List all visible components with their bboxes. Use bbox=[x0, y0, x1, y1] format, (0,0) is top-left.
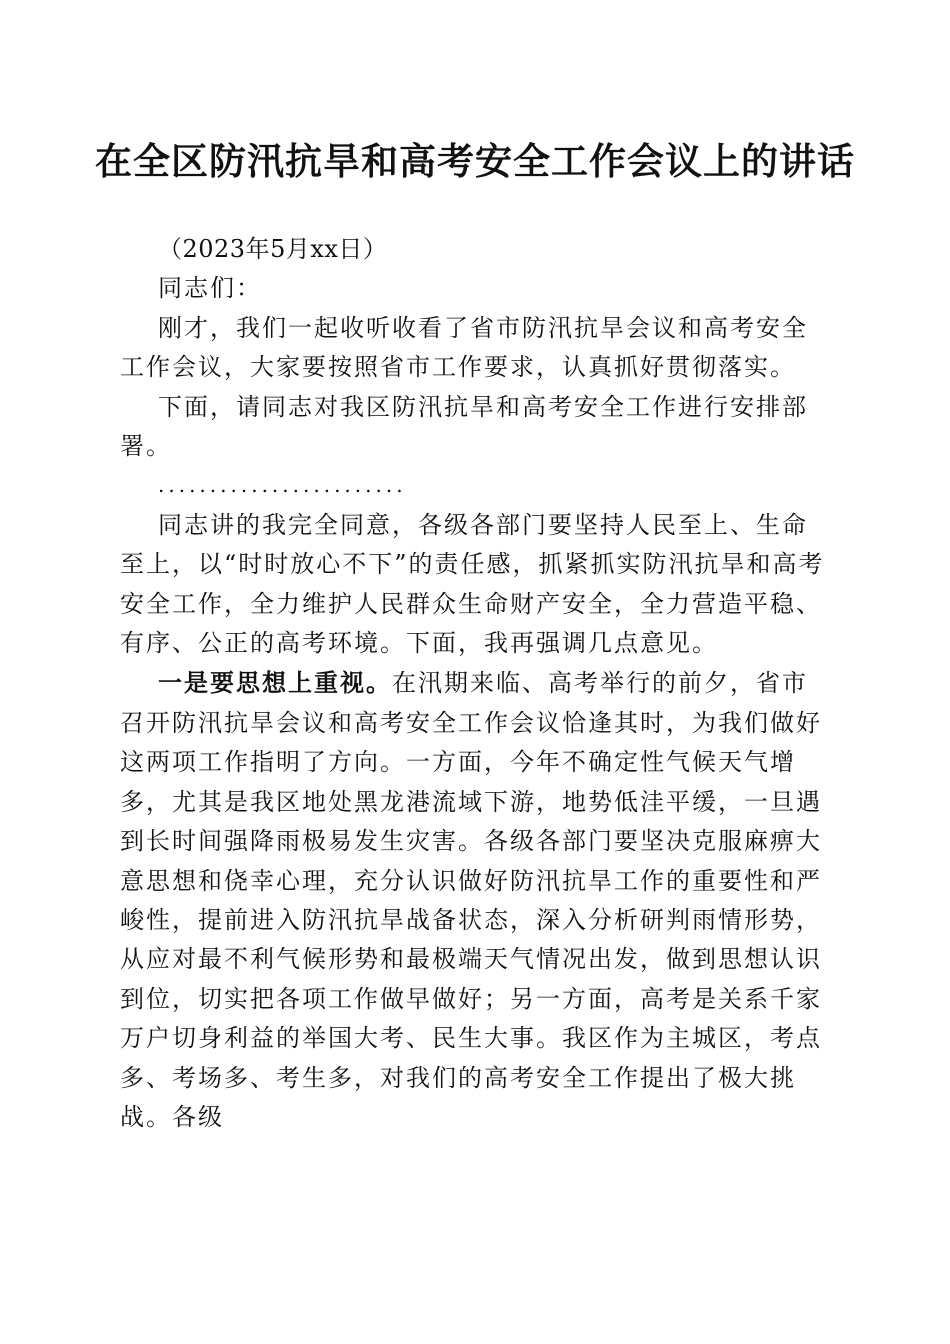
paragraph-4-body: 在汛期来临、高考举行的前夕，省市召开防汛抗旱会议和高考安全工作会议恰逢其时，为我们做好这两项工作指明了方向。一方面，今年不确定性气候天气增多，尤其是我区地处黑龙港流域下游，地势低洼平缓，一旦遇到长时间强降雨极易发生灾害。各级各部门要坚决克服麻痹大意思想和侥幸心理，充分认识做好防汛抗旱工作的重要性和严峻性，提前进入防汛抗旱战备状态，深入分析研判雨情形势，从应对最不利气候形势和最极端天气情况出发，做到思想认识到位，切实把各项工作做早做好；另一方面，高考是关系千家万户切身利益的举国大考、民生大事。我区作为主城区，考点多、考场多、考生多，对我们的高考安全工作提出了极大挑战。各级 bbox=[120, 669, 822, 1131]
document-title: 在全区防汛抗旱和高考安全工作会议上的讲话 bbox=[95, 139, 855, 183]
document-body bbox=[120, 230, 830, 1137]
paragraph-1: 刚才，我们一起收听收看了省市防汛抗旱会议和高考安全工作会议，大家要按照省市工作要求，认真抓好贯彻落实。 bbox=[120, 313, 808, 382]
date-line: （2023年5月xx日） bbox=[158, 235, 388, 263]
paragraph-4-lead: 一是要思想上重视。 bbox=[158, 668, 392, 698]
ellipsis-divider: ........................ bbox=[158, 473, 407, 498]
paragraph-4 bbox=[120, 663, 830, 1137]
paragraph-3: 同志讲的我完全同意，各级各部门要坚持人民至上、生命至上，以“时时放心不下”的责任感，抓紧抓实防汛抗旱和高考安全工作，全力维护人民群众生命财产安全，全力营造平稳、有序、公正的高考环境。下面，我再强调几点意见。 bbox=[120, 510, 825, 658]
paragraph-2: 下面，请同志对我区防汛抗旱和高考安全工作进行安排部署。 bbox=[120, 392, 808, 461]
salutation: 同志们： bbox=[158, 274, 262, 303]
